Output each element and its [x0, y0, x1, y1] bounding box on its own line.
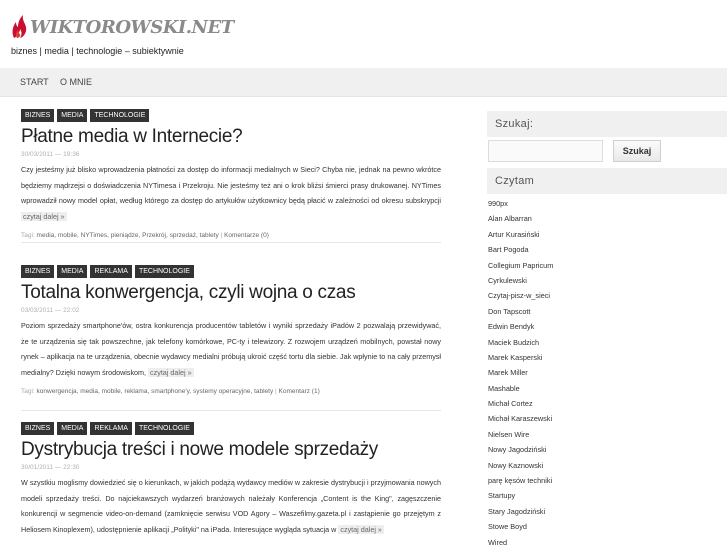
post-excerpt-text: W szystkiu moglismy dowiedzieć się o kierunkach, w jakich podążą wydawcy mediów w zakresie dystrybucji i przyjmowania nowych modeli sprzedaży treści. Do najciekawszych wydarzeń branżowych należały Konferencja „Content is the King", zagęszczenie konkurencji w segmencie video-on-demand (zamknięcie serwisu VOD Agory – Waszefilmy.gazeta.pl i zastąpienie go przejętym z Heliosem Kinoplexem), udostępnienie aplikacji „Polityki" na iPada. Interesujące wygląda sytuacja w [21, 478, 441, 534]
post-excerpt [21, 475, 441, 537]
site-tagline: biznes | media | technologie – subiektywnie [11, 46, 184, 56]
category-tag[interactable]: TECHNOLOGIE [135, 422, 194, 435]
blogroll-link[interactable]: Mashable [488, 383, 520, 393]
blogroll-link[interactable]: Nowy Jagodziński [488, 445, 547, 455]
read-more-link[interactable]: czytaj dalej » [340, 524, 382, 534]
blogroll-link[interactable]: Maciek Budzich [488, 337, 540, 347]
blogroll-link[interactable]: 990px [488, 199, 508, 208]
post-title[interactable]: Dystrybucja treści i nowe modele sprzedaży [21, 439, 378, 460]
post-categories [21, 422, 441, 435]
blogroll-link[interactable]: Marek Kasperski [488, 352, 543, 362]
post-excerpt-text: Poziom sprzedaży smartphone'ów, ostra konkurencja producentów tabletów i wyniki sprzedaży iPadów 2 pozwalają przewidywać, że te urządzenia się tak powszechne, jak telefony komórkowe, PC-ty i telewizory. Z rozwojem urządzeń mobilnych, powstał nowy rynek – aplikacja na te urządzenia, obecnie wydawcy medialni próbują ukroić część tortu dla siebie. Jak wpłynie to na cały przemysł medialny? Dzięki nowym środowiskom, [21, 321, 441, 377]
blogroll-link[interactable]: Artur Kurasiński [488, 229, 540, 239]
blogroll-link[interactable]: Startupy [488, 491, 516, 501]
post-meta: Tagi: konwergencja, media, mobile, reklama, smartphone'y, systemy operacyjne, tablety | Komentarz (1) [21, 388, 320, 395]
blogroll-link[interactable]: Stowe Boyd [488, 522, 527, 532]
blogroll-link[interactable]: Stary Jagodziński [488, 506, 546, 516]
sidebar [487, 111, 727, 545]
flame-logo-icon [11, 15, 27, 39]
site-header [0, 0, 727, 68]
post-date: 30/01/2011 — 22:30 [21, 464, 80, 471]
category-tag[interactable]: BIZNES [21, 109, 54, 122]
blogroll-link[interactable]: Wired [488, 537, 508, 545]
post-excerpt-text: Czy jesteśmy już blisko wprowadzenia płatności za dostęp do informacji medialnych w Sieci? Chyba nie, jednak na pewno wkrótce będziemy mądrzejsi o doświadczenia NYTimesa i Przekroju. Nie jesteśmy też ani o krok bliżsi śmierci prasy drukowanej. NYTimes wprowadził nowy model opłat, według którego za dostęp do artykułów użytkownicy będą płacić w zależności od okresu subskrypcji [21, 165, 441, 205]
category-tag[interactable]: MEDIA [57, 265, 87, 278]
tags-label: Tagi: [21, 232, 35, 239]
post-date: 30/03/2011 — 19:36 [21, 151, 80, 158]
nav-item-start[interactable]: START [20, 77, 49, 87]
tags-label: Tagi: [21, 388, 35, 395]
blogroll-link[interactable]: Nowy Kaznowski [488, 460, 544, 470]
logo-text: WIKTOROWSKI.NET [30, 16, 234, 38]
blogroll-list [487, 196, 553, 545]
blogroll-link[interactable]: Michał Karaszewski [488, 414, 553, 424]
post-tags[interactable]: media, mobile, NYTimes, pieniądze, Przekrój, sprzedaż, tablety [36, 232, 219, 239]
blogroll-link[interactable]: Cyrkulewski [488, 275, 527, 285]
category-tag[interactable]: BIZNES [21, 422, 54, 435]
category-tag[interactable]: TECHNOLOGIE [135, 265, 194, 278]
blogroll-link[interactable]: parę kęsów techniki [488, 476, 553, 486]
category-tag[interactable]: MEDIA [57, 109, 87, 122]
post [21, 265, 441, 395]
site-logo[interactable] [11, 13, 234, 41]
blogroll-link[interactable]: Bart Pogoda [488, 245, 529, 255]
blogroll-link[interactable]: Czytaj-pisz-w_sieci [488, 291, 551, 301]
post-categories [21, 265, 441, 278]
search-button[interactable]: Szukaj [613, 140, 661, 162]
blogroll-link[interactable]: Edwin Bendyk [488, 322, 535, 332]
read-more-link[interactable]: czytaj dalej » [23, 211, 65, 221]
blogroll-link[interactable]: Don Tapscott [488, 306, 531, 316]
blogroll-link[interactable]: Alan Albarran [488, 214, 532, 224]
post-meta: Tagi: media, mobile, NYTimes, pieniądze, Przekrój, sprzedaż, tablety | Komentarze (0) [21, 232, 269, 239]
category-tag[interactable]: MEDIA [57, 422, 87, 435]
blogroll-link[interactable]: Michał Cortez [488, 399, 533, 409]
post-excerpt [21, 162, 441, 224]
post-title[interactable]: Totalna konwergencja, czyli wojna o czas [21, 282, 356, 303]
post-divider [21, 410, 441, 411]
main-navigation [0, 68, 727, 97]
comments-link[interactable]: Komentarze (0) [224, 232, 269, 239]
blogroll-link[interactable]: Marek Miller [488, 368, 528, 378]
post-categories [21, 109, 441, 122]
post-title[interactable]: Płatne media w Internecie? [21, 126, 243, 147]
blogroll-link[interactable]: Nielsen Wire [488, 429, 530, 439]
search-form [487, 140, 727, 162]
category-tag[interactable]: TECHNOLOGIE [90, 109, 149, 122]
post [21, 109, 441, 239]
blogroll-link[interactable]: Collegium Papricum [488, 260, 554, 270]
category-tag[interactable]: REKLAMA [90, 265, 131, 278]
post-excerpt [21, 318, 441, 380]
posts-column [0, 97, 470, 545]
comments-link[interactable]: Komentarz (1) [278, 388, 320, 395]
read-more-link[interactable]: czytaj dalej » [150, 367, 192, 377]
nav-item-o-mnie[interactable]: O MNIE [60, 77, 93, 87]
search-widget-title: Szukaj: [487, 111, 727, 137]
post-tags[interactable]: konwergencja, media, mobile, reklama, smartphone'y, systemy operacyjne, tablety [36, 388, 274, 395]
category-tag[interactable]: REKLAMA [90, 422, 131, 435]
post-divider [21, 242, 441, 243]
post [21, 422, 441, 537]
post-date: 03/03/2011 — 22:02 [21, 307, 80, 314]
category-tag[interactable]: BIZNES [21, 265, 54, 278]
search-input[interactable] [488, 140, 603, 162]
blogroll-title: Czytam [487, 168, 727, 194]
